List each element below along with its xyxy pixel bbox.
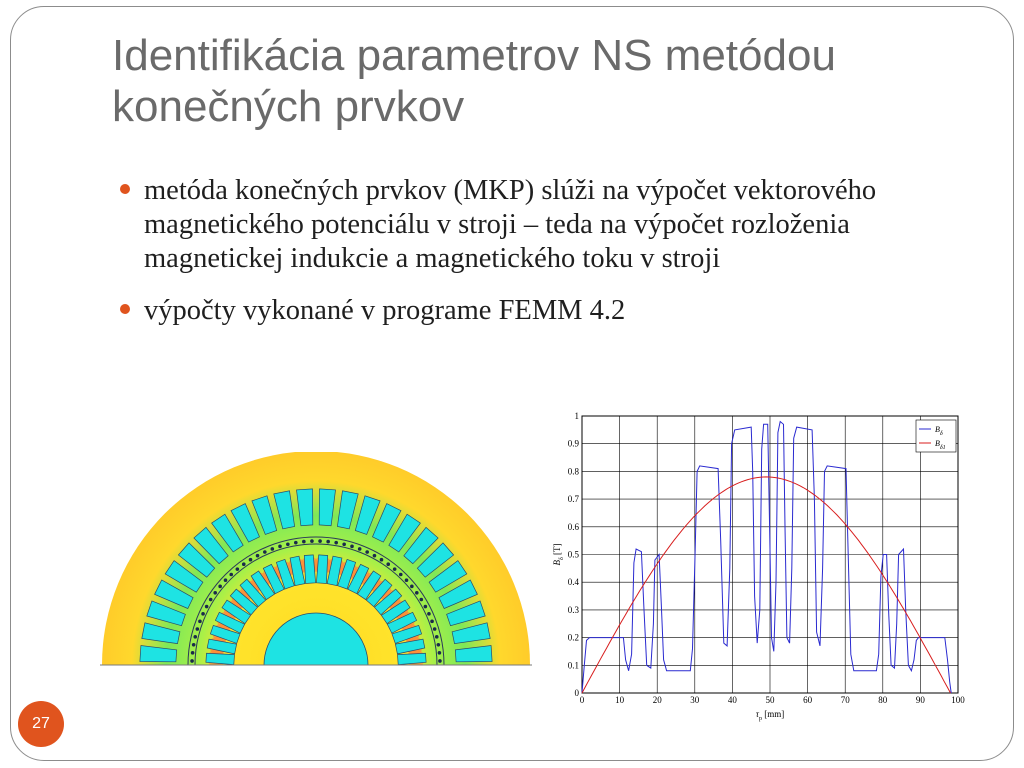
mesh-node — [229, 573, 233, 577]
mesh-node — [209, 598, 213, 602]
rotor-bar — [398, 653, 427, 664]
mesh-node — [213, 591, 217, 595]
bullet-dot-icon — [120, 184, 130, 194]
mesh-node — [410, 585, 414, 589]
bullet-text: metóda konečných prvkov (MKP) slúži na výpočet vektorového magnetického potenciálu v stroji – teda na výpočet rozloženia magnetickej indukcie a magnetického toku v stroji — [144, 175, 877, 274]
mesh-node — [193, 635, 197, 639]
mesh-node — [405, 578, 409, 582]
bullet-dot-icon — [120, 304, 130, 314]
mesh-node — [256, 554, 260, 558]
x-tick-label: 80 — [878, 695, 888, 705]
mesh-node — [435, 635, 439, 639]
x-tick-label: 70 — [840, 695, 850, 705]
x-tick-label: 40 — [727, 695, 737, 705]
fem-field-image — [100, 452, 532, 667]
chart-legend — [916, 420, 956, 452]
y-tick-label: 0.7 — [567, 494, 579, 505]
mesh-node — [198, 620, 202, 624]
y-tick-label: 0 — [574, 688, 579, 698]
y-tick-label: 1 — [574, 411, 579, 421]
page-number-badge: 27 — [18, 701, 64, 747]
mesh-node — [294, 541, 298, 545]
y-tick-label: 0.5 — [567, 549, 579, 560]
legend-label: $B_\delta$ — [935, 425, 943, 437]
mesh-node — [278, 545, 282, 549]
mesh-node — [192, 643, 196, 647]
mesh-node — [365, 550, 369, 554]
mesh-node — [263, 550, 267, 554]
mesh-node — [334, 541, 338, 545]
mesh-node — [310, 539, 314, 543]
y-tick-label: 0.4 — [567, 577, 579, 588]
mesh-node — [242, 562, 246, 566]
x-tick-label: 20 — [652, 695, 662, 705]
y-tick-label: 0.8 — [567, 466, 579, 477]
mesh-node — [271, 547, 275, 551]
y-tick-label: 0.6 — [567, 521, 579, 532]
mesh-node — [438, 651, 442, 655]
mesh-node — [380, 558, 384, 562]
mesh-node — [318, 539, 322, 543]
mesh-node — [224, 578, 228, 582]
mesh-node — [218, 585, 222, 589]
mesh-node — [427, 612, 431, 616]
x-tick-label: 10 — [615, 695, 625, 705]
mesh-node — [190, 659, 194, 663]
flux-density-chart — [542, 408, 972, 728]
x-tick-label: 0 — [579, 695, 585, 705]
x-tick-label: 30 — [690, 695, 700, 705]
rotor-bar — [316, 555, 327, 584]
y-tick-label: 0.1 — [567, 660, 579, 671]
rotor-bar — [304, 555, 315, 584]
mesh-node — [438, 659, 442, 663]
mesh-node — [302, 540, 306, 544]
bullet-item-fem-method — [118, 174, 978, 276]
mesh-node — [196, 627, 200, 631]
mesh-node — [350, 545, 354, 549]
mesh-node — [205, 605, 209, 609]
rotor-bar — [206, 653, 235, 664]
slide-title: Identifikácia parametrov NS metódou konečných prvkov — [112, 31, 836, 131]
mesh-node — [386, 562, 390, 566]
x-tick-label: 60 — [803, 695, 813, 705]
y-axis-label: $B_\delta$ [T] — [552, 543, 565, 566]
mesh-node — [437, 643, 441, 647]
legend-label: $B_{\delta 1}$ — [935, 439, 946, 451]
mesh-node — [326, 540, 330, 544]
x-tick-label: 50 — [765, 695, 775, 705]
mesh-node — [433, 627, 437, 631]
y-tick-label: 0.9 — [567, 438, 579, 449]
bullet-list — [118, 174, 978, 346]
mesh-node — [399, 573, 403, 577]
mesh-node — [201, 612, 205, 616]
bullet-text: výpočty vykonané v programe FEMM 4.2 — [144, 295, 626, 326]
mesh-node — [358, 547, 362, 551]
y-tick-label: 0.2 — [567, 632, 579, 643]
mesh-node — [420, 598, 424, 602]
mesh-node — [249, 558, 253, 562]
mesh-node — [191, 651, 195, 655]
mesh-node — [286, 542, 290, 546]
mesh-node — [415, 591, 419, 595]
mesh-node — [373, 554, 377, 558]
fem-geometry — [102, 452, 530, 667]
x-tick-label: 90 — [915, 695, 925, 705]
mesh-node — [393, 567, 397, 571]
mesh-node — [236, 567, 240, 571]
bullet-item-femm-program — [118, 294, 978, 328]
mesh-node — [430, 620, 434, 624]
y-tick-label: 0.3 — [567, 604, 579, 615]
x-tick-label: 100 — [951, 695, 965, 705]
mesh-node — [342, 542, 346, 546]
x-axis-label: $\tau_p$ [mm] — [755, 709, 785, 722]
mesh-node — [424, 605, 428, 609]
